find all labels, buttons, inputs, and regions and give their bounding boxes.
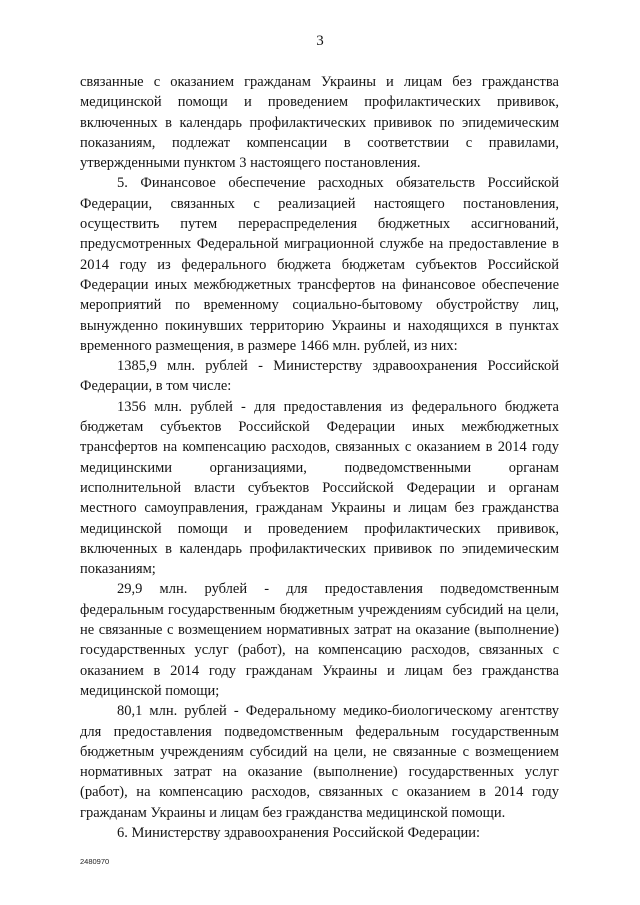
paragraph-fmba-allocation: 80,1 млн. рублей - Федеральному медико-биологическому агентству для предоставления подведомственным федеральным государственным бюджетным учреждениям субсидий на цели, не связанные с возмещением нормативных затрат на оказание (выполнение) государственных услуг (работ), на компенсацию расходов, связанных с оказанием в 2014 году гражданам Украины и лицам без гражданства медицинской помощи. [80,703,559,821]
document-body [80,72,559,843]
document-code: 2480970 [80,857,110,866]
paragraph-federal-institutions-subsidies: 29,9 млн. рублей - для предоставления подведомственным федеральным государственным бюджетным учреждениям субсидий на цели, не связанные с возмещением нормативных затрат на оказание (выполнение) государственных услуг (работ), на компенсацию расходов, связанных с оказанием в 2014 году гражданам Украины и лицам без гражданства медицинской помощи; [80,581,559,699]
paragraph-ministry-health-allocation: 1385,9 млн. рублей - Министерству здравоохранения Российской Федерации, в том числе: [80,358,559,395]
page-number: 3 [316,33,324,49]
paragraph-item-5-financing: 5. Финансовое обеспечение расходных обязательств Российской Федерации, связанных с реализацией настоящего постановления, осуществить путем перераспределения бюджетных ассигнований, предусмотренных Федеральной миграционной службе на предоставление в 2014 году из федерального бюджета бюджетам субъектов Российской Федерации иных межбюджетных трансфертов на финансовое обеспечение мероприятий по временному социально-бытовому обустройству лиц, вынужденно покинувших территорию Украины и находящихся в пунктах временного размещения, в размере 1466 млн. рублей, из них: [80,175,559,354]
paragraph-continuation: связанные с оказанием гражданам Украины и лицам без гражданства медицинской помощи и проведением профилактических прививок, включенных в календарь профилактических прививок по эпидемическим показаниям, подлежат компенсации в соответствии с правилами, утвержденными пунктом 3 настоящего постановления. [80,74,559,172]
paragraph-item-6-heading: 6. Министерству здравоохранения Российской Федерации: [117,824,481,841]
paragraph-regional-transfers: 1356 млн. рублей - для предоставления из федерального бюджета бюджетам субъектов Российской Федерации иных межбюджетных трансфертов на компенсацию расходов, связанных с оказанием в 2014 году медицинскими организациями, подведомственными органам исполнительной власти субъектов Российской Федерации и органам местного самоуправления, гражданам Украины и лицам без гражданства медицинской помощи и проведением профилактических прививок, включенных в календарь профилактических прививок по эпидемическим показаниям; [80,398,559,578]
